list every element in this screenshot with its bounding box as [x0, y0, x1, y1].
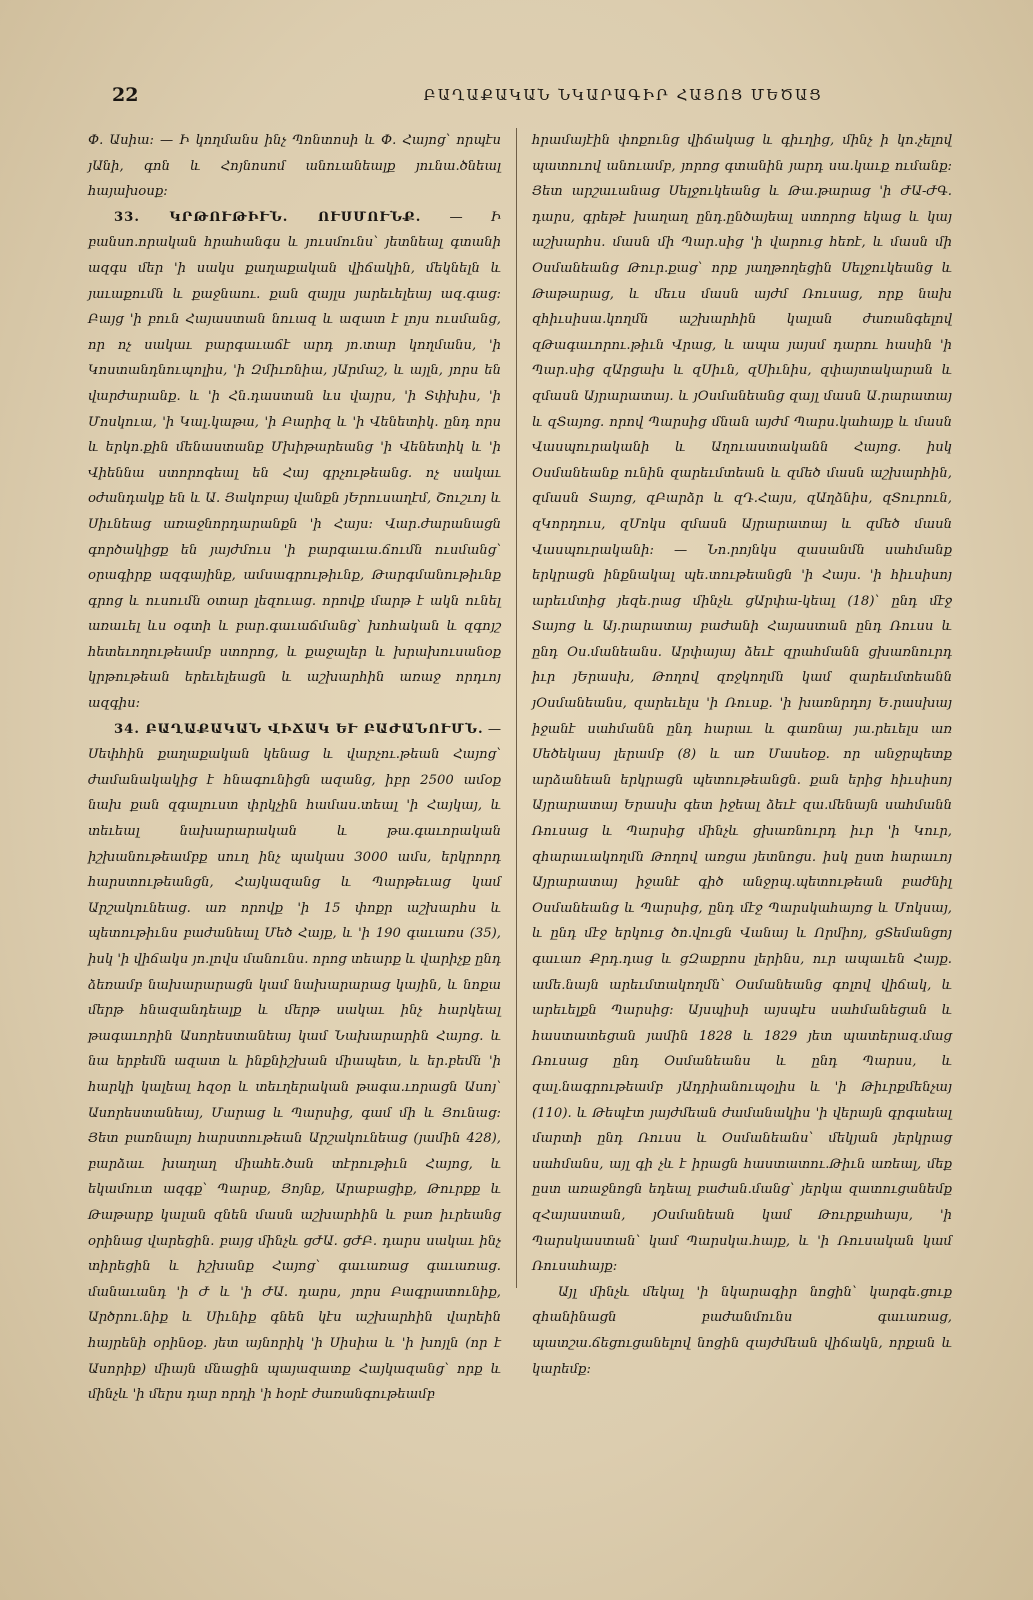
right-column — [532, 128, 952, 1382]
section-34-heading: 34. ԲԱՂԱՔԱԿԱՆ ՎԻՃԱԿ ԵՒ ԲԱԺԱՆՈՒՄՆ. — [114, 721, 484, 737]
section-33-paragraph — [88, 205, 501, 717]
intro-paragraph: Փ. Ասիա: — Ի կողմանս ինչ Պոնտոսի և Փ. Հայոց՝ որպէս յԱնի, գոն և Հոյնոսոմ անուանեալք յունա.ծնեալ հայախօսք: — [88, 133, 501, 200]
section-33-heading: 33. ԿՐԹՈՒԹԻՒՆ. ՈՒՍՄՈՒՆՔ. — [114, 209, 422, 225]
section-34-paragraph — [88, 717, 501, 1408]
closing-paragraph: Այլ մինչև մեկալ 'ի նկարագիր նոցին՝ կարգե.ցուք զհանինացն բաժանմունս գաւառաց, պատշա.ճեցուցանելով նոցին զայժմեան վիճակն, որքան և կարեմք: — [532, 1284, 952, 1377]
section-33-text: — Ի բանսո.որական հրահանգս և յուսմունս՝ յետնեալ գտանի ազգս մեր 'ի սակս քաղաքական վիճակին, մեկնելն և յաւաքումն և քաջնաու. քան զայլս յարեւելեայ ազ.գաց: Բայց 'ի բուն Հայաստան նուազ և ազատ է լոյս ուսմանց, որ ոչ սակաւ բարգաւաճէ արդ յո.տար կողմանս, 'ի Կոստանդնուպոլիս, 'ի Զմիւռնիա, յԱրմաշ, և այլն, յորս են վարժարանք. և 'ի Հն.դաստան ևս վայրս, 'ի Տփխիս, 'ի Մոսկուա, 'ի Կալ.կաթա, 'ի Բարիզ և 'ի Վենետիկ. ընդ որս և երկո.քին մենաստանք Մխիթարեանց 'ի Վենետիկ և 'ի Վիեննա ստորոգեալ են Հայ գրչութեանց. ոչ սակաւ օժանդակք են և Ա. Յակոբայ վանքն յԵրուսաղէմ, Շուշւոյ և Սիւնեաց առաջնորդարանքն 'ի Հայս: Վար.ժարանացն գործակիցք են յայժմուս 'ի բարգաւա.ճումն ուսմանց՝ օրագիրք ազգայինք, ամսագրութիւնք, Թարգմանութիւնք գրոց և ուսումն օտար լեզուաց. որովք մարթ է ակն ունել առաւել ևս օգտի և բար.գաւաճմանց՝ խոհական և զգոյշ հետեւողութեամբ ստորոց, և քաջալեր և խրախուսանօք կրթութեան երեւելեացն և աշխարհին առաջ որդւոյ ազգիս: — [88, 209, 501, 712]
left-column — [88, 128, 501, 1408]
continuation-paragraph: հրամայէին փոքունց վիճակաց և գիւղից, մինչ ի կո.չելով պատուով անուամբ, յորոց գտանին յարդ սա.կաւք ումանք: Յետ արշաւանաց Սելջուկեանց և Թա.թարաց 'ի ԺԱ-ԺԳ. դարս, գրեթէ խաղաղ ընդ.ընծայեալ ստորոց եկաց և կայ աշխարհս. մասն մի Պար.սից 'ի վարուց հեռէ, և մասն մի Օսմանեանց Թուր.քաց՝ որք յաղթողեցին Սելջուկեանց և Թաթարաց, և մեւս մասն այժմ Ռուսաց, որք նախ զհիւսիսա.կողմն աշխարհին կալան ժառանգելով զԹագաւորու.թիւն Վրաց, և ապա յայսմ դարու հասին 'ի Պար.սից զԱրցախ և զՍիւն, զՍիւնիս, զփայտակարան և զմասն Այրարատայ. և յՕսմանեանց զայլ մասն Ա.րարատայ և զՏայոց. որով Պարսից մնան այժմ Պարս.կահայք և մասն Վասպուրականի և Աղուաստականն Հայոց. իսկ Օսմանեանք ունին զարեւմտեան և զմեծ մասն աշխարհին, զմասն Տայոց, զԲարձր և զԴ.Հայս, զԱղձնիս, զՏուրուն, զԿորդուս, զՄոկս զմասն Այրարատայ և զմեծ մասն Վասպուրականի: — Նո.րոյնկս զասանմն սահմանք երկրացն ինքնակալ պե.տութեանցն 'ի Հայս. 'ի հիւսիսոյ արեւմտից յեզե.րաց մինչև ցԱրփա-կեալ (18)՝ ընդ մէջ Տայոց և Այ.րարատայ բաժանի Հայաստան ընդ Ռուսս և ընդ Օս.մանեանս. Արփայայ ձեւէ զրահմանն ցխառնուրդ իւր յԵրասխ, Թողով զռջկողմն կամ զարեւմտեանն յՕսմանեանս, զարեւելս 'ի Ռուսք. 'ի խառնրդոյ Ե.րասխայ իջանէ սահմանն ընդ հարաւ և գառնայ յա.րեւելս առ Սեծեկասյ լերամբ (8) և առ Մասեօք. որ անջրպետք արձանեան երկրացն պետութեանցն. քան երից հիւսիսոյ Այրարատայ Երասխ գետ իջեալ ձեւէ զա.մենայն սահմանն Ռուսաց և Պարսից մինչև ցխառնուրդ իւր 'ի Կուր, զհարաւակողմն Թողով առցա յետնոցս. իսկ ըստ հարաւոյ Այրարատայ իջանէ գիծ անջրպ.պետութեան բաժնիլ Օսմանեանց և Պարսից, ընդ մէջ Պարսկահայոց և Մոկսայ, և ընդ մէջ երկուց ծո.վուցն Վանայ և Որմիոյ, ցՏեմանցոյ գաւառ Քրդ.դաց և ցԶաքրոս լերինս, ուր ապաւեն Հայք. ամե.նայն արեւմտակողմն՝ Օսմանեանց գոլով վիճակ, և արեւելքն Պարսից: Այսպիսի այսպէս սահմանեցան և հաստատեցան յամին 1828 և 1829 յետ պատերազ.մաց Ռուսաց ընդ Օսմանեանս և ընդ Պարսս, և զալ.նագրութեամբ յԱդրիանուպօլիս և 'ի Թիւրքմենչայ (110). և Թեպէտ յայժմեան ժամանակիս 'ի վերայն գրգաեալ մարտի ընդ Ռուսս և Օսմանեանս՝ մեկյան յերկրաց սահմանս, այլ գի չև է իրացն հաստատու.Թիւն առեալ, մեք ըստ առաջնոցն եդեալ բաժան.մանց՝ յերկա զատուցանեմք զՀայաստան, յՕսմանեան կամ Թուրքահայս, 'ի Պարսկաստան՝ կամ Պարսկա.հայք, և 'ի Ռուսական կամ Ռուսահայք: — [532, 133, 952, 1275]
section-34-text: — Սեփհին քաղաքական կենաց և վարչու.թեան Հայոց՝ ժամանակակից է հնագունիցն ազանց, իբր 2500 ամօք նախ քան զգալուստ փրկչին համաս.տեալ 'ի Հայկայ, և տեւեալ նախարարական և թա.գաւորական իշխանութեամբք սուղ ինչ պակաս 3000 ամս, երկրորդ հարստութեանցն, Հայկազանց և Պարթեւաց կամ Արշակունեաց. առ որովք 'ի 15 փոքր աշխարհս և պետութիւնս բաժանեալ Մեծ Հայք, և 'ի 190 գաւառս (35), իսկ 'ի վիճակս յո.լովս մանունս. որոց տեարք և վարիչք ընդ ձեռամբ նախարարացն կամ նախարարաց կային, և նոքա մերթ հնազանդեալք և մերթ սակաւ ինչ հարկեալ թագաւորին Ասորեստանեայ կամ Նախարարին Հայոց. և նա երբեմն ազատ և ինքնիշխան միապետ, և եր.բեմն 'ի հարկի կալեալ հզօր և տեւղերական թագա.ւորացն Ասոյ՝ Ասորեստանեայ, Մարաց և Պարսից, գամ մի և Յունաց: Յետ բառնալոյ հարստութեան Արշակունեաց (յամին 428), բարձաւ խաղաղ միահե.ծան տէրութիւն Հայոց, և եկամուտ ազգք՝ Պարսք, Յոյնք, Արաբացիք, Թուրքք և Թաթարք կալան զնեն մասն աշխարհին և բառ իւրեանց օրինաց վարեցին. բայց մինչև ցԺԱ. ցԺԲ. դարս սակաւ ինչ տիրեցին և իշխանք Հայոց՝ գաւառաց գաւառաց. մանաւանդ 'ի Ժ և 'ի ԺԱ. դարս, յորս Բագրատունիք, Արծրու.նիք և Սիւնիք գնեն կէս աշխարհին վարեին հայրենի օրինօք. յետ այնորիկ 'ի Սիսիա և 'ի խոյլն (որ է Ասորիք) միայն մնացին պայազատք Հայկազանց՝ որք և մինչև 'ի մերս դար որդի 'ի հօրէ ժառանգութեամբ — [88, 721, 502, 1403]
page-number: 22 — [112, 84, 139, 106]
column-divider — [516, 128, 517, 1288]
page-header — [112, 84, 954, 108]
running-title: ԲԱՂԱՔԱԿԱՆ ՆԿԱՐԱԳԻՐ ՀԱՅՈՑ ՄԵԾԱՑ — [423, 86, 823, 104]
